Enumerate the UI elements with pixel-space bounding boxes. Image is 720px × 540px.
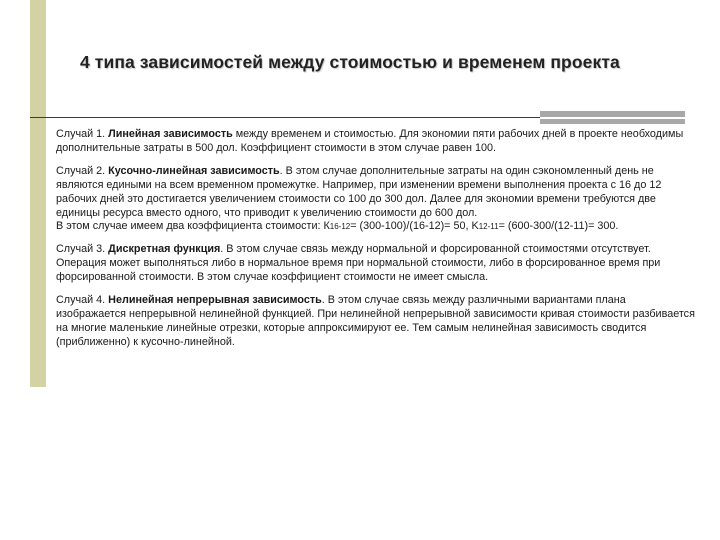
case-1-paragraph bbox=[56, 128, 696, 156]
case-2-heading: Кусочно-линейная зависимость bbox=[108, 164, 280, 177]
title-divider bbox=[30, 117, 540, 118]
case-3-heading: Дискретная функция bbox=[108, 243, 221, 256]
case-1-prefix: Случай 1. bbox=[56, 128, 109, 140]
case-2-paragraph bbox=[56, 165, 696, 235]
slide-body bbox=[56, 128, 696, 359]
case-3-paragraph bbox=[56, 243, 696, 285]
case-3-prefix: Случай 3. bbox=[56, 243, 109, 256]
accent-bar-bottom bbox=[540, 119, 685, 124]
case-1-text: между временем и стоимостью. Для экономии пяти рабочих дней в проекте необходимы дополнительные затраты в 500 дол. Коэффициент стоимости в этом случае равен 100. bbox=[56, 128, 684, 154]
coefficient-2-subscript: 12-11 bbox=[478, 222, 499, 232]
case-3-text: . В этом случае связь между нормальной и форсированной стоимостями отсутствует. Операция может выполняться либо в нормальное время при нормальной стоимости, либо в форсированное время при форсированной стоимости. В этом случае коэффициент стоимости не имеет смысла. bbox=[56, 243, 661, 284]
case-4-heading: Нелинейная непрерывная зависимость bbox=[108, 294, 322, 307]
accent-bar-top bbox=[540, 111, 685, 117]
case-1-heading: Линейная зависимость bbox=[108, 128, 233, 140]
case-4-text: . В этом случае связь между различными вариантами плана изображается непрерывной нелинейной функцией. При нелинейной непрерывной зависимости кривая стоимости разбивается на многие маленькие линейные отрезки, которые аппроксимируют ее. Тем самым нелинейная зависимость сводится (приближенно) к кусочно-линейной. bbox=[56, 294, 695, 348]
coefficient-2-formula: = (600-300/(12-11)= 300. bbox=[498, 220, 619, 233]
case-4-prefix: Случай 4. bbox=[56, 294, 109, 307]
case-2-text: . В этом случае дополнительные затраты на один сэкономленный день не являются едиными на всем временном промежутке. Например, при изменении времени выполнения проекта с 16 до 12 рабочих дней это достигается увеличением стоимости со 100 до 300 дол. Далее для экономии времени требуются две единицы ресурса вместо одного, что приводит к увеличению стоимости до 600 дол. bbox=[56, 164, 662, 219]
decorative-sidebar bbox=[30, 0, 46, 387]
slide-title: 4 типа зависимостей между стоимостью и временем проекта bbox=[80, 52, 620, 72]
coefficient-1-subscript: 16-12 bbox=[329, 222, 351, 232]
case-2-coefficients-intro: В этом случае имеем два коэффициента стоимости: К bbox=[56, 220, 330, 233]
case-4-paragraph bbox=[56, 294, 696, 350]
case-2-prefix: Случай 2. bbox=[56, 164, 109, 177]
coefficient-1-formula: = (300-100)/(16-12)= 50, K bbox=[350, 220, 479, 233]
